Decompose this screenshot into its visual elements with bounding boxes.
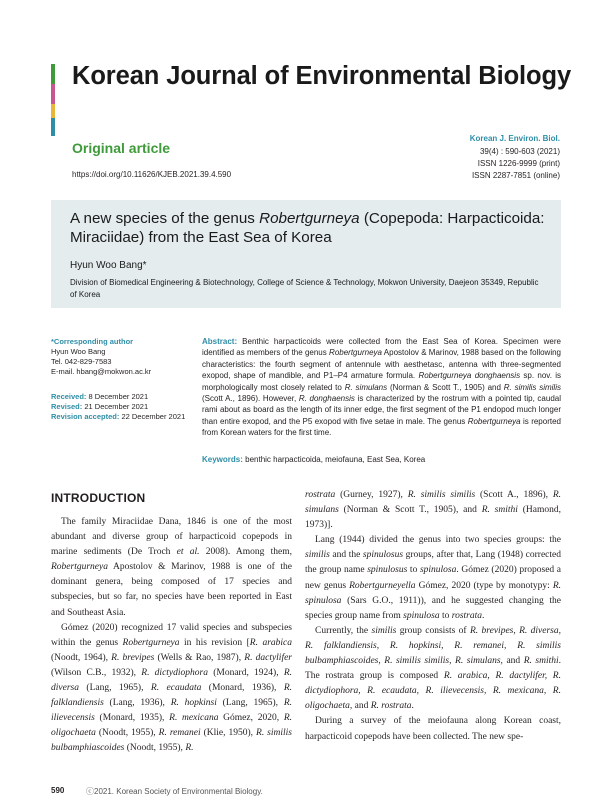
paragraph: rostrata (Gurney, 1927), R. similis similis (Scott A., 1896), R. simulans (Norman & Scott T., 1905), and R. smithi (Hamond, 1973)]. <box>305 490 561 531</box>
corresponding-author-block <box>51 337 151 377</box>
article-title: A new species of the genus Robertgurneya (Copepoda: Harpacticoida: Miraciidae) from the East Sea of Korea <box>70 210 545 246</box>
affiliation: Division of Biomedical Engineering & Biotechnology, College of Science & Technology, Mokwon University, Daejeon 35349, Republic of Korea <box>70 278 539 299</box>
intro-column-left <box>51 515 292 757</box>
dates-block <box>51 392 185 422</box>
volume-pages: 39(4) : 590-603 (2021) <box>479 147 560 156</box>
copyright: ⓒ2021. Korean Society of Environmental Biology. <box>86 787 263 796</box>
doi-link[interactable]: https://doi.org/10.11626/KJEB.2021.39.4.590 <box>72 170 232 179</box>
accepted-date: Revision accepted: 22 December 2021 <box>51 412 186 421</box>
corresponding-tel: Tel. 042-829-7583 <box>51 357 112 366</box>
journal-short-name: Korean J. Environ. Biol. <box>469 134 560 143</box>
color-bar-blue <box>51 118 55 136</box>
corresponding-name: Hyun Woo Bang <box>51 347 106 356</box>
introduction-heading: INTRODUCTION <box>51 491 146 505</box>
page-number: 590 <box>51 786 65 795</box>
corresponding-email[interactable]: E-mail. hbang@mokwon.ac.kr <box>51 367 152 376</box>
article-type: Original article <box>72 140 171 156</box>
received-date: Received: 8 December 2021 <box>51 392 149 401</box>
issn-print: ISSN 1226-9999 (print) <box>477 159 560 168</box>
keywords: Keywords: benthic harpacticoida, meiofauna, East Sea, Korea <box>202 455 426 464</box>
abstract: Abstract: Benthic harpacticoids were collected from the East Sea of Korea. Specimen were identified as members of the genus Robertgurneya Apostolov & Marinov, 1988 based on the following characteristics: the fourth segment of antennule with aesthetasc, antenna with three-segmented exopod, shape of mandible, and P1–P4 armature formula. Robertgurneya donghaensis sp. nov. is morphologically most closely related to R. simulans (Norman & Scott T., 1905) and R. similis similis (Scott A., 1896). However, R. donghaensis is characterized by the rostrum with a pointed tip, caudal rami about as board as the length of its inner edge, the first segment of the P1 endopod much longer than entire exopod, and the P5 exopod with five setae in male. The genus Robertgurneya is reported from Korean waters for the first time. <box>202 337 562 438</box>
revised-date: Revised: 21 December 2021 <box>51 402 149 411</box>
author: Hyun Woo Bang* <box>70 260 147 271</box>
color-bar-pink <box>51 84 55 104</box>
paragraph: Currently, the similis group consists of R. brevipes, R. diversa, R. falklandiensis, R. hopkinsi, R. remanei, R. similis bulbamphiascoides, R. similis similis, R. simulans, and R. smithi. The rostrata group is composed R. arabica, R. dactylifer, R. dictydiophora, R. ecaudata, R. ilievecensis, R. mexicana, R. oligochaeta, and R. rostrata. <box>305 625 561 712</box>
paragraph: Lang (1944) divided the genus into two species groups: the similis and the spinulosus groups, after that, Lang (1948) corrected the group name spinulosus to spinulosa. Gómez (2020) proposed a new genus Robertgurneyella Gómez, 2020 (type by monotypy: R. spinulosa (Sars G.O., 1911)), and he suggested changing the species group name from spinulosa to rostrata. <box>305 535 562 621</box>
paragraph: During a survey of the meiofauna along Korean coast, harpacticoid copepods have been collected. The new spe- <box>305 716 561 742</box>
paragraph: The family Miraciidae Dana, 1846 is one of the most abundant and diverse group of harpacticoid copepods in marine sediments (De Troch et al. 2008). Among them, Robertgurneya Apostolov & Marinov, 1988 is one of the dominant genera, being composed of 17 species and subspecies, but so far, no species have been reported in East and Southeast Asia. <box>51 517 293 618</box>
issn-online: ISSN 2287-7851 (online) <box>471 171 560 180</box>
color-bar-yellow <box>51 104 55 118</box>
intro-column-right <box>305 488 561 745</box>
color-bar-green <box>51 64 55 84</box>
paragraph: Gómez (2020) recognized 17 valid species and subspecies within the genus Robertgurneya in his revision [R. arabica (Noodt, 1964), R. brevipes (Wells & Rao, 1987), R. dactylifer (Wilson C.B., 1932), R. dictydiophora (Monard, 1924), R. diversa (Lang, 1965), R. ecaudata (Monard, 1936), R. falklandiensis (Lang, 1936), R. hopkinsi (Lang, 1965), R. ilievecensis (Monard, 1935), R. mexicana Gómez, 2020, R. oligochaeta (Noodt, 1955), R. remanei (Klie, 1950), R. similis bulbamphiascoides (Noodt, 1955), R. <box>51 622 293 754</box>
journal-title: Korean Journal of Environmental Biology <box>72 62 572 90</box>
corresponding-label: *Corresponding author <box>51 337 134 346</box>
